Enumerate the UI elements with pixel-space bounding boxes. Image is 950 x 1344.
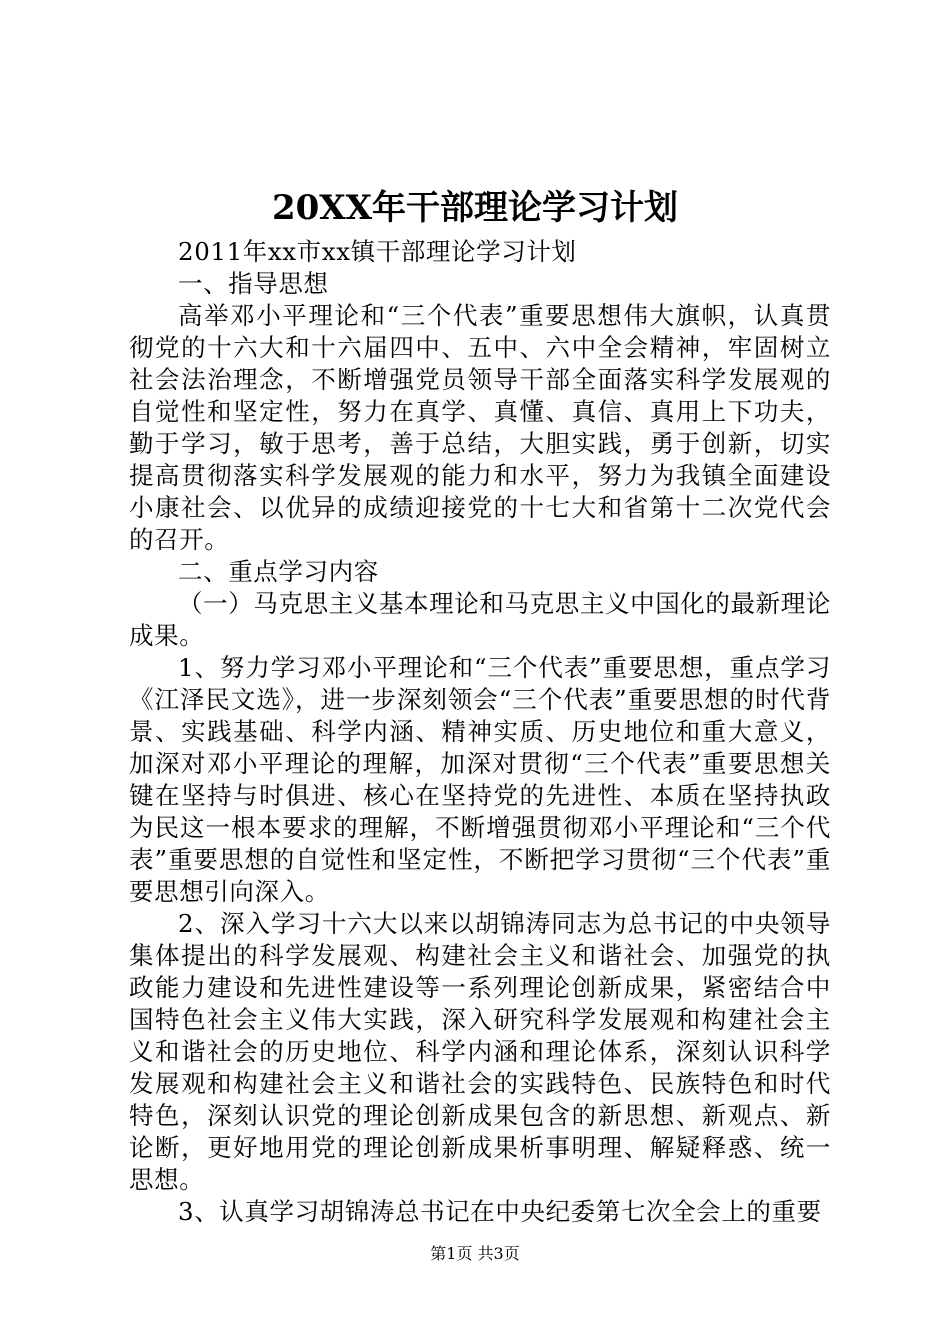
page-number: 第1页 共3页 <box>430 1244 520 1263</box>
document-body <box>129 236 831 1228</box>
document-title: 20XX年干部理论学习计划 <box>271 188 679 228</box>
body-paragraph: 1、努力学习邓小平理论和“三个代表”重要思想，重点学习《江泽民文选》，进一步深刻领会“三个代表”重要思想的时代背景、实践基础、科学内涵、精神实质、历史地位和重大意义，加深对邓小平理论的理解，加深对贯彻“三个代表”重要思想关键在坚持与时俱进、核心在坚持党的先进性、本质在坚持执政为民这一根本要求的理解，不断增强贯彻邓小平理论和“三个代表”重要思想的自觉性和坚定性，不断把学习贯彻“三个代表”重要思想引向深入。 <box>129 653 831 906</box>
subtitle-paragraph: 2011年xx市xx镇干部理论学习计划 <box>178 237 577 266</box>
section-heading-key-content: 二、重点学习内容 <box>178 557 379 586</box>
section-heading-guiding-thought: 一、指导思想 <box>178 269 329 298</box>
body-paragraph: 3、认真学习胡锦涛总书记在中央纪委第七次全会上的重要 <box>178 1197 822 1226</box>
body-paragraph: 2、深入学习十六大以来以胡锦涛同志为总书记的中央领导集体提出的科学发展观、构建社会主义和谐社会、加强党的执政能力建设和先进性建设等一系列理论创新成果，紧密结合中国特色社会主义伟大实践，深入研究科学发展观和构建社会主义和谐社会的历史地位、科学内涵和理论体系，深刻认识科学发展观和构建社会主义和谐社会的实践特色、民族特色和时代特色，深刻认识党的理论创新成果包含的新思想、新观点、新论断，更好地用党的理论创新成果析事明理、解疑释惑、统一思想。 <box>129 909 831 1194</box>
body-paragraph: 高举邓小平理论和“三个代表”重要思想伟大旗帜，认真贯彻党的十六大和十六届四中、五中、六中全会精神，牢固树立社会法治理念，不断增强党员领导干部全面落实科学发展观的自觉性和坚定性，努力在真学、真懂、真信、真用上下功夫，勤于学习，敏于思考，善于总结，大胆实践，勇于创新，切实提高贯彻落实科学发展观的能力和水平，努力为我镇全面建设小康社会、以优异的成绩迎接党的十七大和省第十二次党代会的召开。 <box>129 301 831 554</box>
subsection-heading: （一）马克思主义基本理论和马克思主义中国化的最新理论成果。 <box>129 589 831 650</box>
